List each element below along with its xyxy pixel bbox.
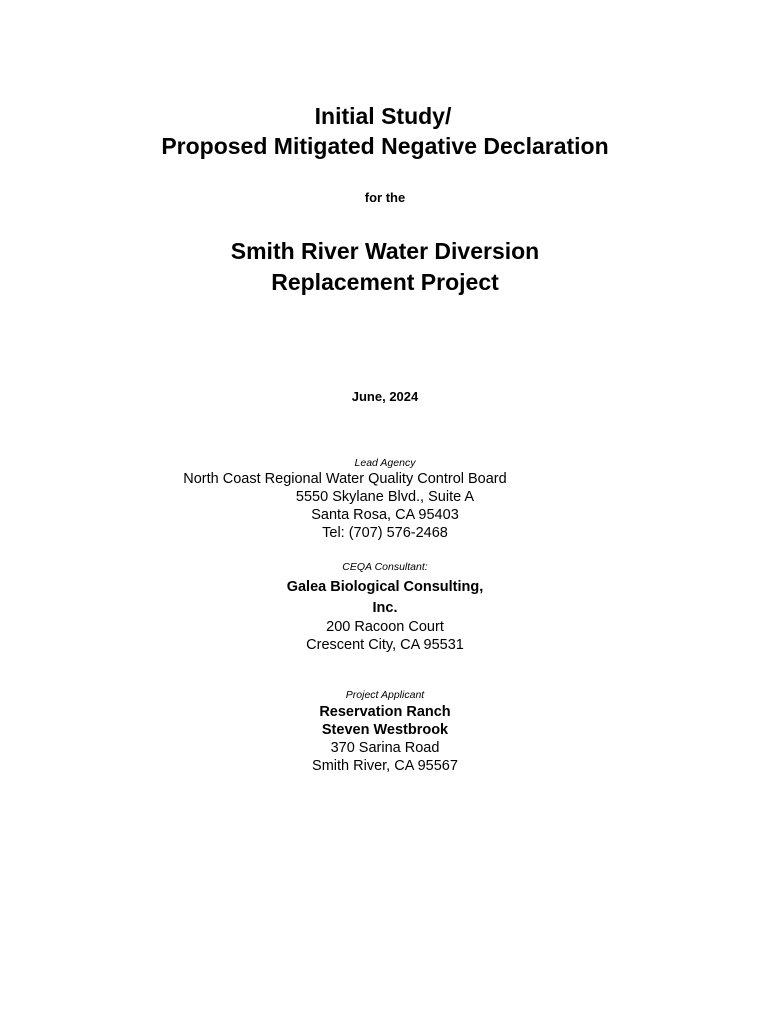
project-applicant-label: Project Applicant (345, 689, 425, 701)
project-applicant-contact: Steven Westbrook (321, 722, 449, 738)
for-the-text: for the (364, 190, 406, 205)
project-applicant-address-2: Smith River, CA 95567 (312, 758, 458, 774)
ceqa-consultant-address-2: Crescent City, CA 95531 (306, 637, 464, 653)
lead-agency-name: North Coast Regional Water Quality Control Board (183, 471, 507, 487)
lead-agency-phone: Tel: (707) 576-2468 (322, 525, 448, 541)
project-applicant-name: Reservation Ranch (319, 704, 451, 720)
ceqa-consultant-address-1: 200 Racoon Court (326, 619, 444, 635)
document-title-line-1: Initial Study/ (314, 103, 452, 129)
ceqa-consultant-label: CEQA Consultant: (342, 561, 428, 573)
ceqa-consultant-name-line-2: Inc. (372, 600, 398, 616)
project-name-line-1: Smith River Water Diversion (230, 238, 540, 264)
document-date: June, 2024 (351, 389, 419, 404)
project-applicant-address-1: 370 Sarina Road (330, 740, 440, 756)
lead-agency-address-1: 5550 Skylane Blvd., Suite A (295, 489, 475, 505)
document-title-line-2: Proposed Mitigated Negative Declaration (161, 133, 609, 159)
lead-agency-address-2: Santa Rosa, CA 95403 (311, 507, 459, 523)
project-name-line-2: Replacement Project (271, 269, 499, 295)
lead-agency-label: Lead Agency (354, 457, 416, 469)
ceqa-consultant-name-line-1: Galea Biological Consulting, (286, 579, 484, 595)
